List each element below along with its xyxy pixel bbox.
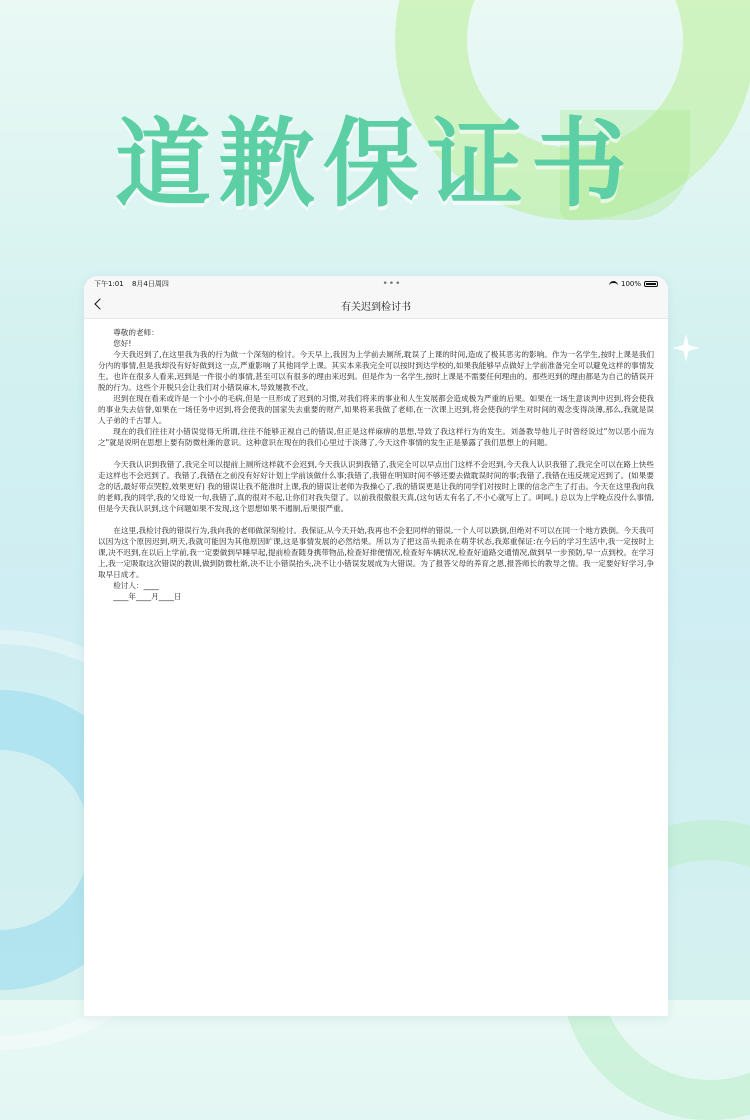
back-chevron-icon[interactable] (94, 298, 105, 309)
nav-bar (84, 292, 668, 319)
doc-paragraph: 今天我认识到我错了,我完全可以提前上厕所这样就不会迟到,今天我认识到我错了,我完全可以早点出门这样不会迟到,今天我人认识我错了,我完全可以在路上快些走这样也不会迟到了。我错了,我错在之前没有好好计划上学前该做什么事;我错了,我错在明知时间不够还要去做耽误时间的事;我错了,我错在违反规定迟到了。(如果要念的话,最好带点哭腔,效果更好) 我的错误让我不能准时上课,我的错误让老师为我操心了,我的错误更是让我的同学们对按时上课的信念产生了打击。今天在这里我向我的老师,我的同学,我的父母说一句,我错了,真的很对不起,让你们对我失望了。以前我很傲很天真,(这句话太有名了,不小心就写上了。呵呵。) 总以为上学晚点没什么事情,但是今天我认识到,这个问题如果不发现,这个思想如果不遏制,后果很严重。 (98, 460, 654, 513)
nav-title: 有关迟到检讨书 (341, 301, 411, 313)
doc-paragraph: 今天我迟到了,在这里我为我的行为做一个深刻的检讨。今天早上,我因为上学前去厕所,耽误了上课的时间,造成了极其恶劣的影响。作为一名学生,按时上课是我们分内的事情,但是我却没有好好做到这一点,严重影响了其他同学上课。其实本来我完全可以按时到达学校的,如果我能够早点做好上学前准备完全可以避免这样的事情发生。也许在很多人看来,迟到是一件很小的事情,甚至可以有很多的理由来迟到。但是作为一名学生,按时上课是不需要任何理由的。那些迟到的理由都是为自己的错误开脱的行为。这些个开脱只会让我们对小错误麻木,导致屡教不改。 (98, 350, 654, 392)
tablet-screen (84, 276, 668, 1016)
status-bar (84, 276, 668, 292)
status-date: 8月4日周四 (131, 280, 169, 288)
doc-salutation: 尊敬的老师： (113, 328, 159, 337)
multitask-dots-icon[interactable]: ••• (382, 279, 402, 289)
doc-paragraph: 在这里,我检讨我的错误行为,我向我的老师做深刻检讨。我保证,从今天开始,我再也不会犯同样的错误,一个人可以跌倒,但绝对不可以在同一个地方跌倒。今天我可以因为这个原因迟到,明天,我就可能因为其他原因旷课,这是事情发展的必然结果。所以为了把这苗头扼杀在萌芽状态,我郑重保证:在今后的学习生活中,我一定按时上课,决不迟到,在以后上学前,我一定要做到早睡早起,提前检查随身携带物品,检查好排便情况,检查好车辆状况,检查好道路交通情况,做到早一步预防,早一点到校。在学习上,我一定吸取这次错误的教训,做到防微杜渐,决不让小错误抬头,决不让小错误发展成为大错误。为了报答父母的养育之恩,报答师长的教导之情。我一定要好好学习,争取早日成才。 (98, 526, 654, 579)
document-body (84, 319, 668, 602)
doc-paragraph: 迟到在现在看来或许是一个小小的毛病,但是一旦形成了迟到的习惯,对我们将来的事业和人生发展都会造成极为严重的后果。如果在一场生意谈判中迟到,将会使我的事业失去信誉,如果在一场任务中迟到,将会使我的国家失去重要的财产,如果将来我做了老师,在一次课上迟到,将会使我的学生对时间的观念变得淡薄,那么,我就是误人子弟的千古罪人。 (98, 394, 654, 425)
doc-greeting: 您好! (113, 339, 132, 348)
doc-paragraph: 现在的我们往往对小错误觉得无所谓,往往不能够正视自己的错误,但正是这样麻痹的思想,导致了我这样行为的发生。刘备教导他儿子时曾经说过"勿以恶小而为之"就是说明在思想上要有防微杜渐的意识。这种意识在现在的我们心里过于淡薄了,今天这件事情的发生正是暴露了我们思想上的问题。 (98, 427, 654, 447)
banner-title: 道歉保证书 (115, 108, 635, 220)
status-left (94, 279, 175, 289)
doc-date-line: ____年____月____日 (113, 592, 182, 601)
sparkle-icon (672, 334, 700, 362)
wifi-icon (609, 281, 618, 287)
status-time: 下午1:01 (94, 280, 124, 288)
doc-signature: 检讨人：____ (113, 581, 159, 590)
battery-icon (644, 281, 658, 287)
battery-percent: 100% (620, 280, 641, 288)
status-right (609, 280, 658, 288)
